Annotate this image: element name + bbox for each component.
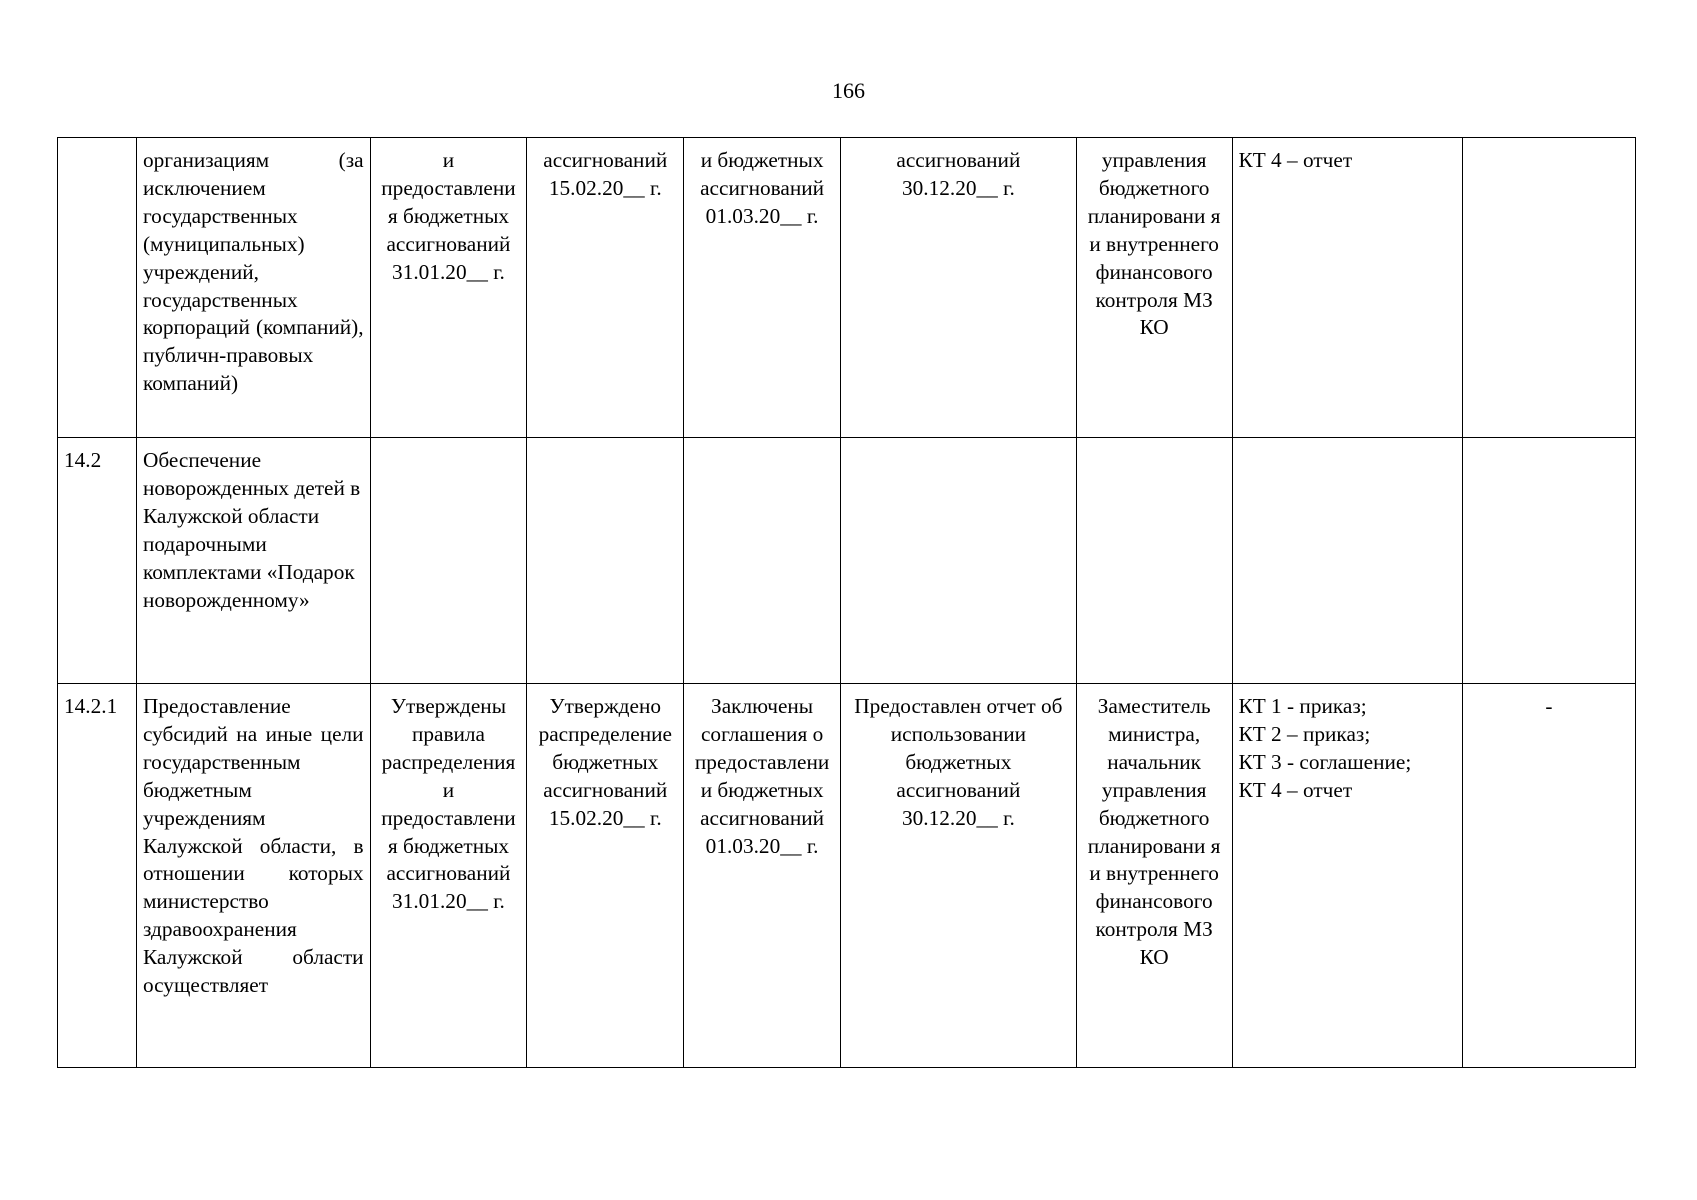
page-number: 166 [832,78,865,103]
event-cell-3 [684,438,841,684]
event-cell-3: и бюджетных ассигнований 01.03.20__ г. [684,138,841,438]
table-row [58,684,1636,1068]
checkpoints-cell [1232,438,1462,684]
activity-name-cell: организациям (за исключением государственных (муниципальных) учреждений, государственных корпораций (компаний), публичн-правовых компаний) [136,138,370,438]
checkpoints-cell [1232,684,1462,1068]
table-row [58,138,1636,438]
event-cell-2: Утверждено распределение бюджетных ассигнований 15.02.20__ г. [527,684,684,1068]
event-cell-2: ассигнований 15.02.20__ г. [527,138,684,438]
activities-table [57,137,1636,1068]
event-cell-4 [841,438,1077,684]
checkpoints-cell [1232,138,1462,438]
event-cell-2 [527,438,684,684]
responsible-cell: Заместитель министра, начальник управления бюджетного планировани я и внутреннего финансового контроля МЗ КО [1076,684,1232,1068]
note-cell [1462,138,1635,438]
row-number-cell: 14.2 [58,438,137,684]
checkpoint-item: КТ 4 – отчет [1238,777,1353,802]
event-cell-4: Предоставлен отчет об использовании бюджетных ассигнований 30.12.20__ г. [841,684,1077,1068]
note-cell [1462,438,1635,684]
event-cell-1: Утверждены правила распределения и предоставлени я бюджетных ассигнований 31.01.20__ г. [370,684,527,1068]
checkpoint-item: КТ 1 - приказ; [1238,694,1367,718]
checkpoint-item: КТ 4 – отчет [1238,148,1353,172]
table-row [58,438,1636,684]
row-number-cell [58,138,137,438]
checkpoint-item: КТ 2 – приказ; [1238,721,1371,746]
responsible-cell [1076,438,1232,684]
event-cell-1 [370,438,527,684]
row-number-cell: 14.2.1 [58,684,137,1068]
note-cell: - [1462,684,1635,1068]
checkpoint-item: КТ 3 - соглашение; [1238,749,1412,774]
event-cell-3: Заключены соглашения о предоставлени и бюджетных ассигнований 01.03.20__ г. [684,684,841,1068]
activity-name-cell: Обеспечение новорожденных детей в Калужской области подарочными комплектами «Подарок новорожденному» [136,438,370,684]
event-cell-1: и предоставлени я бюджетных ассигнований 31.01.20__ г. [370,138,527,438]
responsible-cell: управления бюджетного планировани я и внутреннего финансового контроля МЗ КО [1076,138,1232,438]
event-cell-4: ассигнований 30.12.20__ г. [841,138,1077,438]
activity-name-cell: Предоставление субсидий на иные цели государственным бюджетным учреждениям Калужской области, в отношении которых министерство здравоохранения Калужской области осуществляет [136,684,370,1068]
